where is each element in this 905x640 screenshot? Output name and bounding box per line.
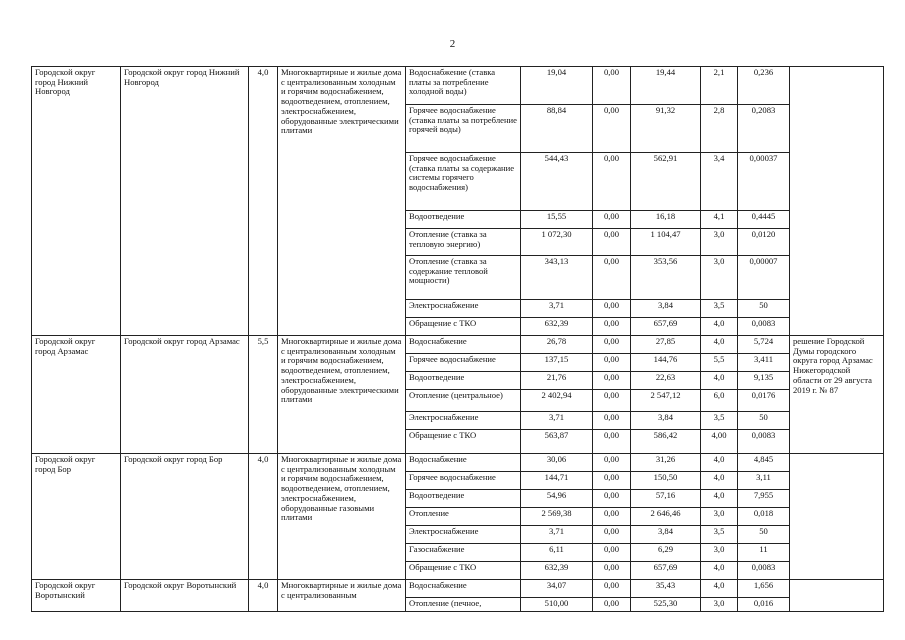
- value-cell: 5,724: [738, 336, 790, 354]
- district-cell: Городской округ город Бор: [32, 454, 121, 580]
- value-cell: 4,0: [701, 372, 738, 390]
- value-cell: 31,26: [631, 454, 701, 472]
- settlement-cell: Городской округ город Арзамас: [121, 336, 249, 454]
- value-cell: 3,411: [738, 354, 790, 372]
- value-cell: 1 072,30: [521, 229, 593, 256]
- settlement-cell: Городской округ город Бор: [121, 454, 249, 580]
- decision-cell: [790, 580, 884, 612]
- table-row: [32, 580, 884, 598]
- value-cell: 4,0: [701, 454, 738, 472]
- value-cell: 563,87: [521, 430, 593, 454]
- page-number: 2: [449, 38, 456, 50]
- district-cell: Городской округ город Арзамас: [32, 336, 121, 454]
- value-cell: 50: [738, 300, 790, 318]
- value-cell: 3,5: [701, 412, 738, 430]
- value-cell: 3,84: [631, 300, 701, 318]
- value-cell: 3,71: [521, 526, 593, 544]
- value-cell: 3,71: [521, 300, 593, 318]
- value-cell: 4,1: [701, 211, 738, 229]
- value-cell: 343,13: [521, 256, 593, 300]
- value-cell: 4,00: [701, 430, 738, 454]
- value-cell: 0,00: [593, 229, 631, 256]
- value-cell: 4,0: [701, 580, 738, 598]
- value-cell: 6,29: [631, 544, 701, 562]
- service-cell: Электроснабжение: [406, 412, 521, 430]
- service-cell: Горячее водоснабжение: [406, 472, 521, 490]
- value-cell: 7,955: [738, 490, 790, 508]
- value-cell: 150,50: [631, 472, 701, 490]
- value-cell: 0,00: [593, 454, 631, 472]
- value-cell: 0,016: [738, 598, 790, 612]
- value-cell: 0,00: [593, 318, 631, 336]
- value-cell: 0,00: [593, 256, 631, 300]
- value-cell: 0,0083: [738, 562, 790, 580]
- settlement-cell: Городской округ город Нижний Новгород: [121, 67, 249, 336]
- value-cell: 19,04: [521, 67, 593, 105]
- value-cell: 0,00: [593, 580, 631, 598]
- service-cell: Водоснабжение: [406, 580, 521, 598]
- value-cell: 0,00: [593, 472, 631, 490]
- index-cell: 4,0: [249, 580, 278, 612]
- value-cell: 3,0: [701, 544, 738, 562]
- value-cell: 4,845: [738, 454, 790, 472]
- service-cell: Газоснабжение: [406, 544, 521, 562]
- value-cell: 2 402,94: [521, 390, 593, 412]
- value-cell: 0,00: [593, 67, 631, 105]
- service-cell: Водоотведение: [406, 490, 521, 508]
- value-cell: 4,0: [701, 472, 738, 490]
- value-cell: 19,44: [631, 67, 701, 105]
- value-cell: 3,84: [631, 412, 701, 430]
- value-cell: 30,06: [521, 454, 593, 472]
- value-cell: 6,0: [701, 390, 738, 412]
- value-cell: 0,2083: [738, 105, 790, 153]
- value-cell: 50: [738, 412, 790, 430]
- value-cell: 0,0083: [738, 430, 790, 454]
- index-cell: 4,0: [249, 67, 278, 336]
- value-cell: 0,00: [593, 105, 631, 153]
- value-cell: 632,39: [521, 318, 593, 336]
- district-cell: Городской округ Воротынский: [32, 580, 121, 612]
- value-cell: 586,42: [631, 430, 701, 454]
- tariff-table: [31, 66, 884, 612]
- value-cell: 525,30: [631, 598, 701, 612]
- value-cell: 0,00: [593, 430, 631, 454]
- decision-cell: [790, 454, 884, 580]
- value-cell: 11: [738, 544, 790, 562]
- decision-cell: [790, 67, 884, 336]
- district-cell: Городской округ город Нижний Новгород: [32, 67, 121, 336]
- value-cell: 2 547,12: [631, 390, 701, 412]
- service-cell: Обращение с ТКО: [406, 318, 521, 336]
- value-cell: 35,43: [631, 580, 701, 598]
- service-cell: Водоснабжение (ставка платы за потребление холодной воды): [406, 67, 521, 105]
- value-cell: 657,69: [631, 562, 701, 580]
- service-cell: Отопление (печное,: [406, 598, 521, 612]
- value-cell: 22,63: [631, 372, 701, 390]
- decision-cell: решение Городской Думы городского округа город Арзамас Нижегородской области от 29 августа 2019 г. № 87: [790, 336, 884, 454]
- value-cell: 4,0: [701, 490, 738, 508]
- index-cell: 5,5: [249, 336, 278, 454]
- value-cell: 2 646,46: [631, 508, 701, 526]
- value-cell: 2,8: [701, 105, 738, 153]
- value-cell: 144,71: [521, 472, 593, 490]
- service-cell: Отопление: [406, 508, 521, 526]
- service-cell: Водоотведение: [406, 211, 521, 229]
- value-cell: 3,5: [701, 300, 738, 318]
- value-cell: 657,69: [631, 318, 701, 336]
- value-cell: 2 569,38: [521, 508, 593, 526]
- value-cell: 3,0: [701, 508, 738, 526]
- housing-type-cell: Многоквартирные и жилые дома с централизованным холодным и горячим водоснабжением, водоотведением, отоплением, электроснабжением, оборудованные электрическими плитами: [278, 336, 406, 454]
- value-cell: 0,018: [738, 508, 790, 526]
- service-cell: Отопление (ставка за содержание тепловой мощности): [406, 256, 521, 300]
- service-cell: Горячее водоснабжение: [406, 354, 521, 372]
- value-cell: 88,84: [521, 105, 593, 153]
- value-cell: 353,56: [631, 256, 701, 300]
- value-cell: 0,00: [593, 598, 631, 612]
- value-cell: 3,5: [701, 526, 738, 544]
- value-cell: 0,00: [593, 390, 631, 412]
- service-cell: Электроснабжение: [406, 526, 521, 544]
- value-cell: 0,00: [593, 562, 631, 580]
- service-cell: Водоотведение: [406, 372, 521, 390]
- service-cell: Отопление (ставка за тепловую энергию): [406, 229, 521, 256]
- value-cell: 137,15: [521, 354, 593, 372]
- value-cell: 0,00: [593, 372, 631, 390]
- value-cell: 54,96: [521, 490, 593, 508]
- value-cell: 34,07: [521, 580, 593, 598]
- value-cell: 15,55: [521, 211, 593, 229]
- value-cell: 16,18: [631, 211, 701, 229]
- value-cell: 3,0: [701, 598, 738, 612]
- value-cell: 0,4445: [738, 211, 790, 229]
- value-cell: 0,00: [593, 412, 631, 430]
- value-cell: 4,0: [701, 336, 738, 354]
- value-cell: 3,71: [521, 412, 593, 430]
- value-cell: 0,00: [593, 153, 631, 211]
- table-row: [32, 67, 884, 105]
- housing-type-cell: Многоквартирные и жилые дома с централизованным холодным и горячим водоснабжением, водоотведением, отоплением, электроснабжением, оборудованные электрическими плитами: [278, 67, 406, 336]
- value-cell: 510,00: [521, 598, 593, 612]
- value-cell: 1 104,47: [631, 229, 701, 256]
- value-cell: 0,00: [593, 508, 631, 526]
- service-cell: Электроснабжение: [406, 300, 521, 318]
- value-cell: 3,84: [631, 526, 701, 544]
- value-cell: 0,00: [593, 211, 631, 229]
- service-cell: Горячее водоснабжение (ставка платы за содержание системы горячего водоснабжения): [406, 153, 521, 211]
- service-cell: Обращение с ТКО: [406, 562, 521, 580]
- housing-type-cell: Многоквартирные и жилые дома с централизованным: [278, 580, 406, 612]
- value-cell: 3,4: [701, 153, 738, 211]
- service-cell: Отопление (центральное): [406, 390, 521, 412]
- value-cell: 26,78: [521, 336, 593, 354]
- value-cell: 0,0083: [738, 318, 790, 336]
- service-cell: Горячее водоснабжение (ставка платы за потребление горячей воды): [406, 105, 521, 153]
- index-cell: 4,0: [249, 454, 278, 580]
- service-cell: Водоснабжение: [406, 336, 521, 354]
- value-cell: 50: [738, 526, 790, 544]
- value-cell: 0,00: [593, 336, 631, 354]
- value-cell: 0,00007: [738, 256, 790, 300]
- value-cell: 0,0176: [738, 390, 790, 412]
- value-cell: 5,5: [701, 354, 738, 372]
- value-cell: 0,00: [593, 544, 631, 562]
- value-cell: 0,00037: [738, 153, 790, 211]
- housing-type-cell: Многоквартирные и жилые дома с централизованным холодным и горячим водоснабжением, водоотведением, отоплением, электроснабжением, оборудованные газовыми плитами: [278, 454, 406, 580]
- value-cell: 544,43: [521, 153, 593, 211]
- value-cell: 3,0: [701, 256, 738, 300]
- value-cell: 144,76: [631, 354, 701, 372]
- value-cell: 3,0: [701, 229, 738, 256]
- value-cell: 4,0: [701, 318, 738, 336]
- table-row: [32, 454, 884, 472]
- value-cell: 0,00: [593, 300, 631, 318]
- value-cell: 1,656: [738, 580, 790, 598]
- service-cell: Обращение с ТКО: [406, 430, 521, 454]
- value-cell: 0,00: [593, 490, 631, 508]
- service-cell: Водоснабжение: [406, 454, 521, 472]
- value-cell: 0,0120: [738, 229, 790, 256]
- settlement-cell: Городской округ Воротынский: [121, 580, 249, 612]
- value-cell: 0,00: [593, 526, 631, 544]
- value-cell: 9,135: [738, 372, 790, 390]
- value-cell: 2,1: [701, 67, 738, 105]
- value-cell: 6,11: [521, 544, 593, 562]
- value-cell: 3,11: [738, 472, 790, 490]
- table-row: [32, 336, 884, 354]
- value-cell: 91,32: [631, 105, 701, 153]
- value-cell: 21,76: [521, 372, 593, 390]
- value-cell: 0,00: [593, 354, 631, 372]
- value-cell: 4,0: [701, 562, 738, 580]
- value-cell: 632,39: [521, 562, 593, 580]
- value-cell: 57,16: [631, 490, 701, 508]
- value-cell: 562,91: [631, 153, 701, 211]
- value-cell: 27,85: [631, 336, 701, 354]
- value-cell: 0,236: [738, 67, 790, 105]
